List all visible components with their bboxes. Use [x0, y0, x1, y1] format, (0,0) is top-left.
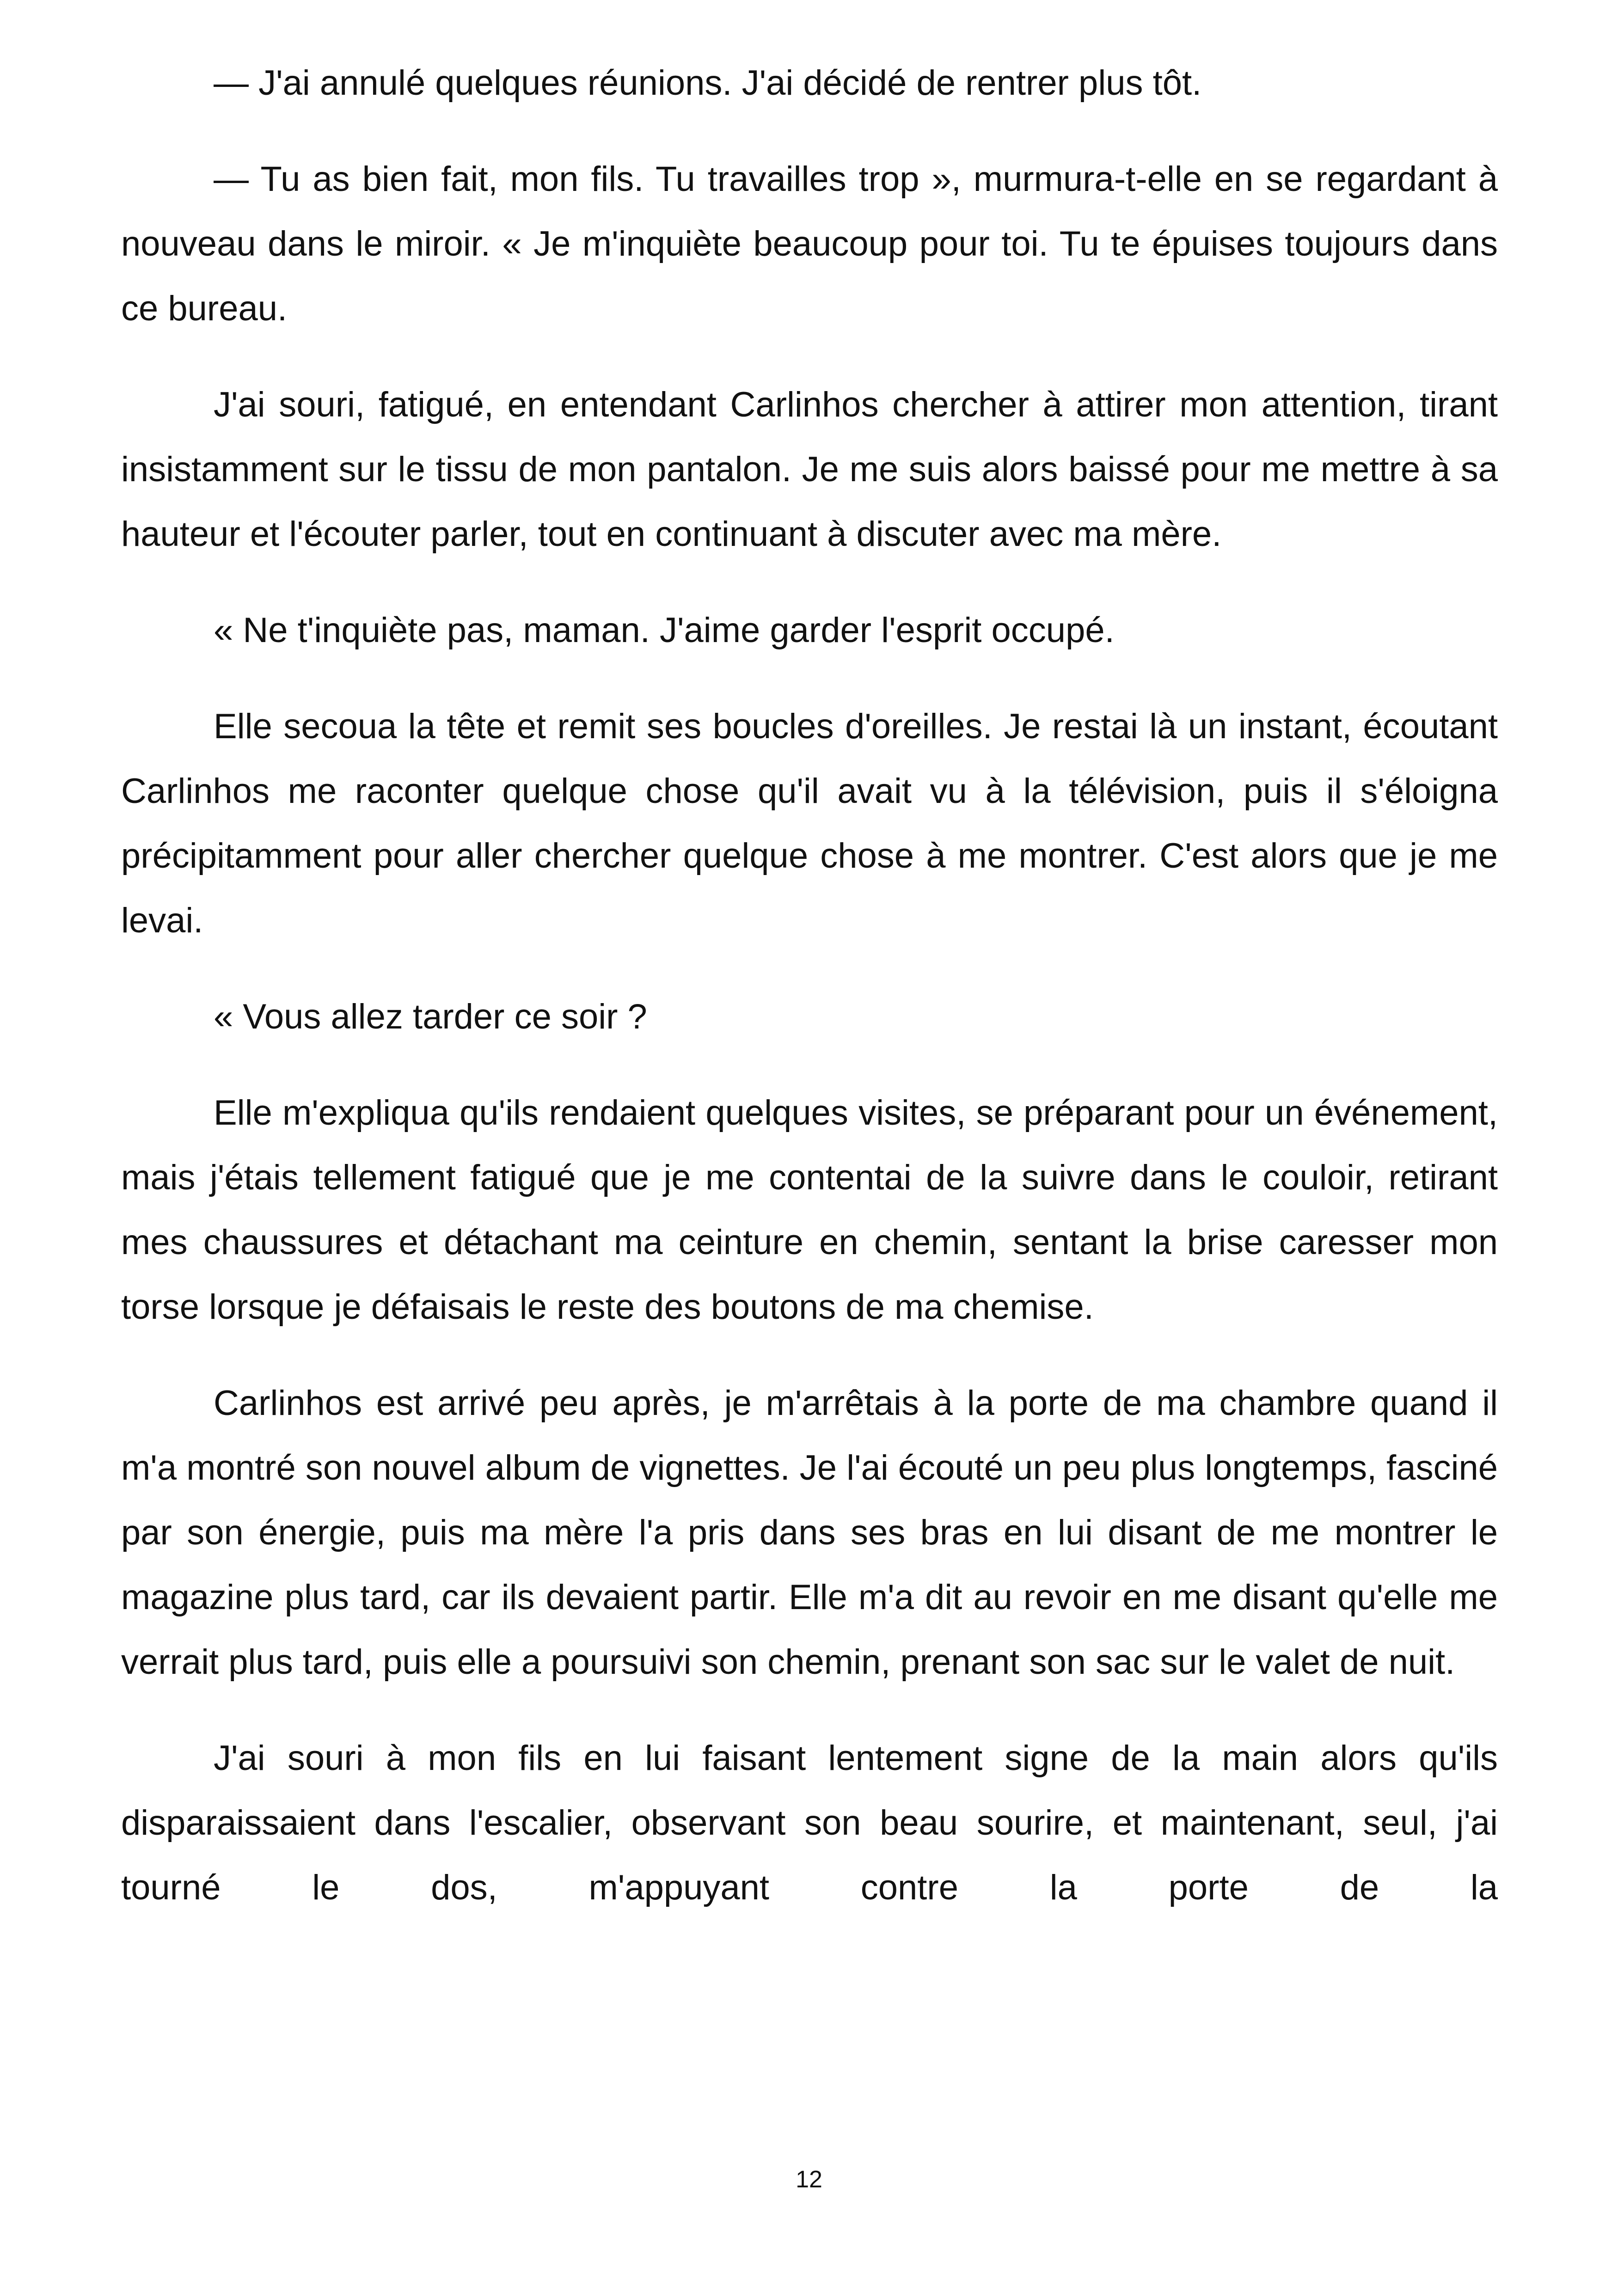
- paragraph-5: Elle secoua la tête et remit ses boucles d'oreilles. Je restai là un instant, écoutant Carlinhos me raconter quelque chose qu'il avait vu à la télévision, puis il s'éloigna précipitamment pour aller chercher quelque chose à me montrer. C'est alors que je me levai.: [121, 707, 1498, 940]
- paragraph-3: J'ai souri, fatigué, en entendant Carlinhos chercher à attirer mon attention, tirant insistamment sur le tissu de mon pantalon. Je me suis alors baissé pour me mettre à sa hauteur et l'écouter parler, tout en continuant à discuter avec ma mère.: [121, 385, 1498, 554]
- page-number: 12: [796, 2166, 822, 2193]
- paragraph-9: J'ai souri à mon fils en lui faisant lentement signe de la main alors qu'ils disparaissaient dans l'escalier, observant son beau sourire, et maintenant, seul, j'ai tourné le dos, m'appuyant contre la porte de la: [121, 1739, 1498, 1907]
- paragraph-6: « Vous allez tarder ce soir ?: [214, 997, 647, 1036]
- body-text: [121, 51, 1498, 1952]
- paragraph-2: — Tu as bien fait, mon fils. Tu travailles trop », murmura-t-elle en se regardant à nouveau dans le miroir. « Je m'inquiète beaucoup pour toi. Tu te épuises toujours dans ce bureau.: [121, 159, 1498, 328]
- paragraph-4: « Ne t'inquiète pas, maman. J'aime garder l'esprit occupé.: [214, 611, 1115, 650]
- paragraph-7: Elle m'expliqua qu'ils rendaient quelques visites, se préparant pour un événement, mais j'étais tellement fatigué que je me contentai de la suivre dans le couloir, retirant mes chaussures et détachant ma ceinture en chemin, sentant la brise caresser mon torse lorsque je défaisais le reste des boutons de ma chemise.: [121, 1093, 1498, 1327]
- paragraph-1: — J'ai annulé quelques réunions. J'ai décidé de rentrer plus tôt.: [214, 63, 1202, 103]
- paragraph-8: Carlinhos est arrivé peu après, je m'arrêtais à la porte de ma chambre quand il m'a montré son nouvel album de vignettes. Je l'ai écouté un peu plus longtemps, fasciné par son énergie, puis ma mère l'a pris dans ses bras en lui disant de me montrer le magazine plus tard, car ils devaient partir. Elle m'a dit au revoir en me disant qu'elle me verrait plus tard, puis elle a poursuivi son chemin, prenant son sac sur le valet de nuit.: [121, 1384, 1498, 1682]
